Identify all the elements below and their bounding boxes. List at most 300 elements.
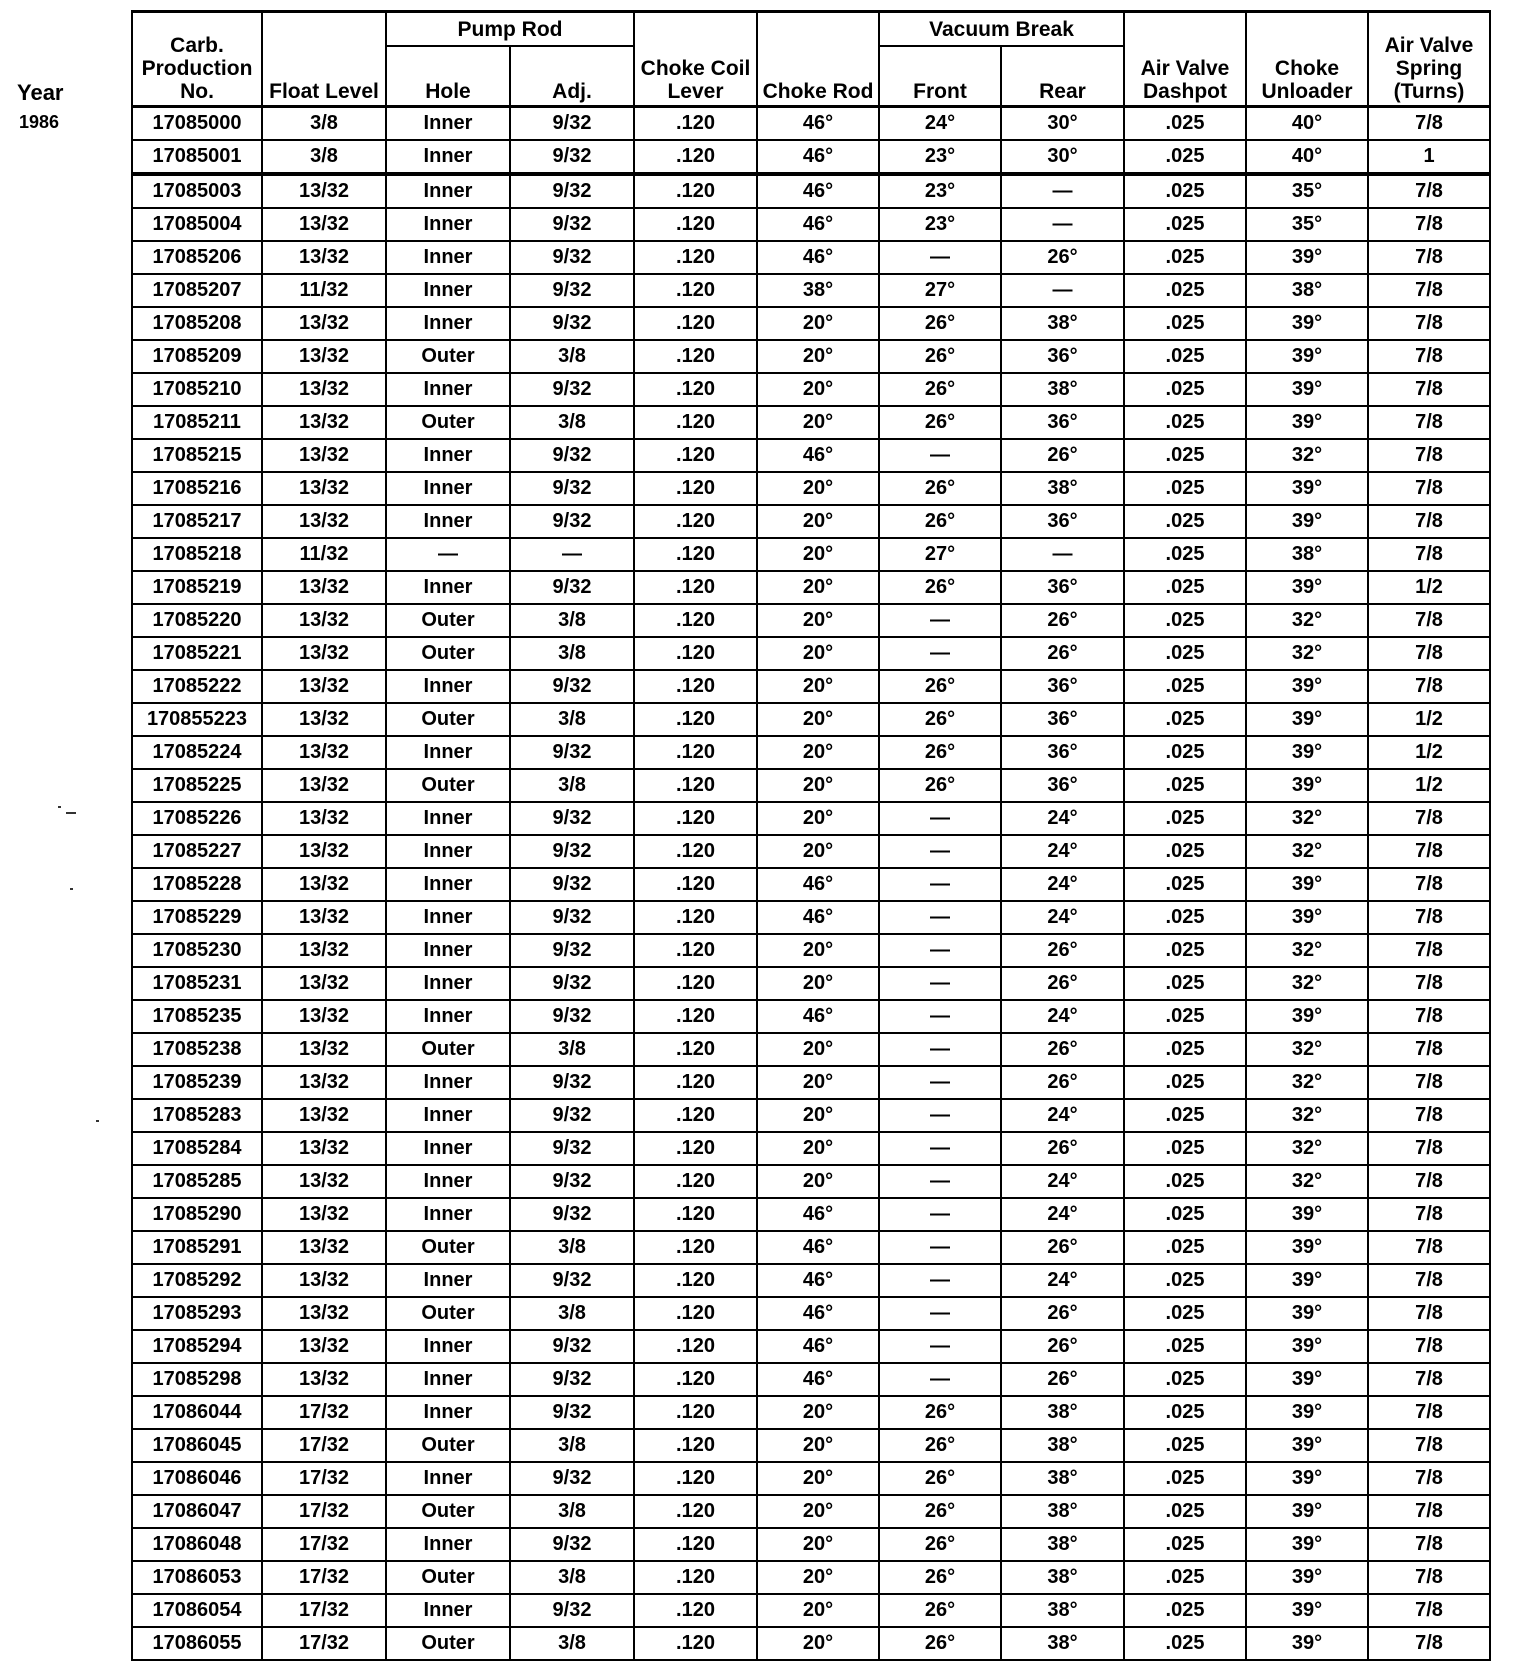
cell-choke-unloader: 35° bbox=[1246, 174, 1368, 208]
cell-pump-rod-adj: 9/32 bbox=[510, 1264, 634, 1297]
cell-choke-unloader: 39° bbox=[1246, 340, 1368, 373]
cell-vacuum-break-front: 26° bbox=[879, 373, 1001, 406]
cell-pump-rod-adj: 3/8 bbox=[510, 1231, 634, 1264]
cell-float-level: 17/32 bbox=[262, 1495, 386, 1528]
cell-air-valve-dashpot: .025 bbox=[1124, 1297, 1246, 1330]
cell-choke-rod: 46° bbox=[757, 107, 879, 141]
cell-air-valve-dashpot: .025 bbox=[1124, 1495, 1246, 1528]
table-row bbox=[132, 274, 1490, 307]
cell-air-valve-spring: 7/8 bbox=[1368, 1429, 1490, 1462]
cell-carb-no: 17085225 bbox=[132, 769, 262, 802]
cell-carb-no: 17085290 bbox=[132, 1198, 262, 1231]
cell-carb-no: 17085238 bbox=[132, 1033, 262, 1066]
cell-choke-unloader: 32° bbox=[1246, 1099, 1368, 1132]
cell-choke-coil-lever: .120 bbox=[634, 1231, 757, 1264]
cell-float-level: 13/32 bbox=[262, 967, 386, 1000]
cell-pump-rod-hole: Inner bbox=[386, 1330, 510, 1363]
cell-choke-coil-lever: .120 bbox=[634, 637, 757, 670]
cell-air-valve-dashpot: .025 bbox=[1124, 1132, 1246, 1165]
cell-choke-coil-lever: .120 bbox=[634, 174, 757, 208]
cell-air-valve-spring: 7/8 bbox=[1368, 1297, 1490, 1330]
table-row bbox=[132, 1330, 1490, 1363]
table-row bbox=[132, 802, 1490, 835]
header-pump-rod: Pump Rod bbox=[386, 12, 634, 47]
cell-vacuum-break-rear: — bbox=[1001, 174, 1124, 208]
cell-air-valve-dashpot: .025 bbox=[1124, 307, 1246, 340]
cell-air-valve-spring: 7/8 bbox=[1368, 241, 1490, 274]
cell-choke-coil-lever: .120 bbox=[634, 1462, 757, 1495]
cell-float-level: 13/32 bbox=[262, 1033, 386, 1066]
cell-choke-coil-lever: .120 bbox=[634, 835, 757, 868]
cell-vacuum-break-front: 26° bbox=[879, 703, 1001, 736]
cell-pump-rod-adj: 3/8 bbox=[510, 340, 634, 373]
cell-choke-rod: 20° bbox=[757, 1132, 879, 1165]
cell-air-valve-spring: 7/8 bbox=[1368, 307, 1490, 340]
cell-vacuum-break-front: 26° bbox=[879, 340, 1001, 373]
cell-vacuum-break-rear: 38° bbox=[1001, 1627, 1124, 1660]
cell-air-valve-dashpot: .025 bbox=[1124, 835, 1246, 868]
table-row bbox=[132, 208, 1490, 241]
cell-pump-rod-adj: 3/8 bbox=[510, 1495, 634, 1528]
cell-air-valve-spring: 7/8 bbox=[1368, 1528, 1490, 1561]
cell-carb-no: 17085293 bbox=[132, 1297, 262, 1330]
cell-vacuum-break-rear: 24° bbox=[1001, 1198, 1124, 1231]
cell-pump-rod-hole: Outer bbox=[386, 1429, 510, 1462]
cell-float-level: 13/32 bbox=[262, 571, 386, 604]
cell-vacuum-break-front: 26° bbox=[879, 1627, 1001, 1660]
cell-air-valve-spring: 7/8 bbox=[1368, 802, 1490, 835]
cell-air-valve-dashpot: .025 bbox=[1124, 670, 1246, 703]
cell-pump-rod-hole: Inner bbox=[386, 274, 510, 307]
cell-choke-unloader: 39° bbox=[1246, 1528, 1368, 1561]
cell-air-valve-spring: 7/8 bbox=[1368, 1231, 1490, 1264]
cell-carb-no: 17085001 bbox=[132, 140, 262, 174]
cell-air-valve-dashpot: .025 bbox=[1124, 1429, 1246, 1462]
cell-float-level: 13/32 bbox=[262, 1363, 386, 1396]
cell-float-level: 13/32 bbox=[262, 373, 386, 406]
cell-pump-rod-hole: Inner bbox=[386, 307, 510, 340]
table-row bbox=[132, 307, 1490, 340]
cell-pump-rod-hole: Inner bbox=[386, 140, 510, 174]
cell-choke-coil-lever: .120 bbox=[634, 472, 757, 505]
cell-choke-coil-lever: .120 bbox=[634, 1297, 757, 1330]
cell-vacuum-break-rear: 38° bbox=[1001, 1396, 1124, 1429]
cell-pump-rod-adj: 9/32 bbox=[510, 373, 634, 406]
cell-choke-rod: 20° bbox=[757, 1462, 879, 1495]
cell-choke-coil-lever: .120 bbox=[634, 1627, 757, 1660]
cell-pump-rod-adj: 9/32 bbox=[510, 241, 634, 274]
table-row bbox=[132, 1396, 1490, 1429]
cell-air-valve-dashpot: .025 bbox=[1124, 208, 1246, 241]
header-rear: Rear bbox=[1001, 46, 1124, 107]
header-adj: Adj. bbox=[510, 46, 634, 107]
cell-carb-no: 17085227 bbox=[132, 835, 262, 868]
cell-float-level: 13/32 bbox=[262, 736, 386, 769]
cell-choke-unloader: 39° bbox=[1246, 1495, 1368, 1528]
cell-pump-rod-adj: 9/32 bbox=[510, 835, 634, 868]
cell-vacuum-break-rear: 38° bbox=[1001, 1495, 1124, 1528]
cell-choke-coil-lever: .120 bbox=[634, 1000, 757, 1033]
table-row bbox=[132, 1198, 1490, 1231]
cell-vacuum-break-front: 24° bbox=[879, 107, 1001, 141]
cell-choke-coil-lever: .120 bbox=[634, 1033, 757, 1066]
cell-float-level: 17/32 bbox=[262, 1594, 386, 1627]
cell-air-valve-spring: 7/8 bbox=[1368, 1165, 1490, 1198]
cell-choke-coil-lever: .120 bbox=[634, 1066, 757, 1099]
cell-vacuum-break-front: — bbox=[879, 1297, 1001, 1330]
cell-pump-rod-hole: Inner bbox=[386, 802, 510, 835]
cell-pump-rod-adj: 9/32 bbox=[510, 1066, 634, 1099]
cell-vacuum-break-rear: 24° bbox=[1001, 835, 1124, 868]
cell-choke-rod: 20° bbox=[757, 307, 879, 340]
table-row bbox=[132, 538, 1490, 571]
cell-choke-coil-lever: .120 bbox=[634, 1429, 757, 1462]
table-row bbox=[132, 1231, 1490, 1264]
cell-pump-rod-adj: 9/32 bbox=[510, 571, 634, 604]
scan-speck bbox=[70, 888, 73, 890]
cell-choke-rod: 46° bbox=[757, 1198, 879, 1231]
cell-choke-rod: 46° bbox=[757, 140, 879, 174]
cell-air-valve-dashpot: .025 bbox=[1124, 1198, 1246, 1231]
cell-pump-rod-adj: 9/32 bbox=[510, 1396, 634, 1429]
cell-pump-rod-adj: 3/8 bbox=[510, 703, 634, 736]
cell-choke-unloader: 39° bbox=[1246, 1264, 1368, 1297]
cell-pump-rod-adj: 9/32 bbox=[510, 505, 634, 538]
cell-air-valve-spring: 7/8 bbox=[1368, 835, 1490, 868]
cell-air-valve-dashpot: .025 bbox=[1124, 1627, 1246, 1660]
cell-choke-rod: 20° bbox=[757, 934, 879, 967]
cell-carb-no: 17085217 bbox=[132, 505, 262, 538]
cell-vacuum-break-rear: 24° bbox=[1001, 1099, 1124, 1132]
header-choke-unloader: Choke Unloader bbox=[1246, 12, 1368, 107]
cell-float-level: 13/32 bbox=[262, 604, 386, 637]
cell-float-level: 3/8 bbox=[262, 107, 386, 141]
cell-carb-no: 17085283 bbox=[132, 1099, 262, 1132]
cell-choke-rod: 46° bbox=[757, 439, 879, 472]
cell-air-valve-spring: 7/8 bbox=[1368, 208, 1490, 241]
cell-air-valve-dashpot: .025 bbox=[1124, 174, 1246, 208]
cell-choke-rod: 20° bbox=[757, 1561, 879, 1594]
cell-air-valve-spring: 7/8 bbox=[1368, 1396, 1490, 1429]
cell-air-valve-dashpot: .025 bbox=[1124, 472, 1246, 505]
cell-choke-coil-lever: .120 bbox=[634, 670, 757, 703]
cell-pump-rod-hole: Outer bbox=[386, 604, 510, 637]
cell-choke-unloader: 32° bbox=[1246, 934, 1368, 967]
cell-float-level: 13/32 bbox=[262, 1132, 386, 1165]
cell-vacuum-break-front: 26° bbox=[879, 1495, 1001, 1528]
cell-vacuum-break-front: — bbox=[879, 1000, 1001, 1033]
cell-air-valve-spring: 7/8 bbox=[1368, 670, 1490, 703]
cell-choke-unloader: 39° bbox=[1246, 406, 1368, 439]
cell-float-level: 13/32 bbox=[262, 934, 386, 967]
cell-choke-rod: 20° bbox=[757, 1627, 879, 1660]
cell-vacuum-break-rear: 26° bbox=[1001, 1231, 1124, 1264]
cell-vacuum-break-front: 26° bbox=[879, 1429, 1001, 1462]
cell-pump-rod-hole: Inner bbox=[386, 1000, 510, 1033]
cell-air-valve-dashpot: .025 bbox=[1124, 1396, 1246, 1429]
cell-float-level: 17/32 bbox=[262, 1528, 386, 1561]
cell-vacuum-break-rear: 26° bbox=[1001, 241, 1124, 274]
cell-air-valve-dashpot: .025 bbox=[1124, 868, 1246, 901]
cell-choke-coil-lever: .120 bbox=[634, 967, 757, 1000]
cell-air-valve-dashpot: .025 bbox=[1124, 274, 1246, 307]
cell-pump-rod-adj: 9/32 bbox=[510, 868, 634, 901]
cell-vacuum-break-front: — bbox=[879, 604, 1001, 637]
year-value: 1986 bbox=[19, 112, 60, 132]
cell-air-valve-spring: 1/2 bbox=[1368, 736, 1490, 769]
cell-choke-coil-lever: .120 bbox=[634, 1594, 757, 1627]
cell-air-valve-spring: 7/8 bbox=[1368, 1594, 1490, 1627]
cell-choke-unloader: 39° bbox=[1246, 769, 1368, 802]
cell-float-level: 13/32 bbox=[262, 1000, 386, 1033]
cell-pump-rod-hole: Inner bbox=[386, 1363, 510, 1396]
cell-pump-rod-hole: Inner bbox=[386, 571, 510, 604]
table-row bbox=[132, 1429, 1490, 1462]
cell-carb-no: 17085224 bbox=[132, 736, 262, 769]
cell-vacuum-break-rear: 38° bbox=[1001, 373, 1124, 406]
cell-choke-rod: 20° bbox=[757, 637, 879, 670]
cell-choke-unloader: 39° bbox=[1246, 307, 1368, 340]
cell-float-level: 17/32 bbox=[262, 1396, 386, 1429]
scan-speck bbox=[58, 806, 61, 808]
cell-carb-no: 17086044 bbox=[132, 1396, 262, 1429]
cell-pump-rod-hole: Outer bbox=[386, 1495, 510, 1528]
table-row bbox=[132, 1495, 1490, 1528]
cell-air-valve-dashpot: .025 bbox=[1124, 406, 1246, 439]
cell-choke-unloader: 32° bbox=[1246, 1165, 1368, 1198]
table-row bbox=[132, 967, 1490, 1000]
cell-air-valve-spring: 7/8 bbox=[1368, 1132, 1490, 1165]
cell-pump-rod-hole: Outer bbox=[386, 637, 510, 670]
cell-choke-rod: 20° bbox=[757, 340, 879, 373]
table-row bbox=[132, 835, 1490, 868]
table-row bbox=[132, 703, 1490, 736]
cell-air-valve-dashpot: .025 bbox=[1124, 1264, 1246, 1297]
cell-vacuum-break-rear: 36° bbox=[1001, 505, 1124, 538]
cell-vacuum-break-rear: 36° bbox=[1001, 406, 1124, 439]
cell-pump-rod-hole: Inner bbox=[386, 1528, 510, 1561]
cell-choke-rod: 38° bbox=[757, 274, 879, 307]
cell-pump-rod-hole: Inner bbox=[386, 1396, 510, 1429]
cell-pump-rod-adj: 3/8 bbox=[510, 406, 634, 439]
cell-air-valve-spring: 7/8 bbox=[1368, 538, 1490, 571]
header-carb-production-no: Carb. Production No. bbox=[132, 12, 262, 107]
cell-air-valve-spring: 7/8 bbox=[1368, 1033, 1490, 1066]
cell-pump-rod-hole: Inner bbox=[386, 174, 510, 208]
table-row bbox=[132, 1594, 1490, 1627]
cell-choke-coil-lever: .120 bbox=[634, 769, 757, 802]
cell-pump-rod-hole: Outer bbox=[386, 1627, 510, 1660]
cell-pump-rod-adj: 9/32 bbox=[510, 1165, 634, 1198]
cell-choke-coil-lever: .120 bbox=[634, 1165, 757, 1198]
table-row bbox=[132, 604, 1490, 637]
carburetor-specifications-table bbox=[131, 10, 1491, 1661]
cell-carb-no: 17085207 bbox=[132, 274, 262, 307]
cell-air-valve-spring: 7/8 bbox=[1368, 1264, 1490, 1297]
cell-vacuum-break-rear: 30° bbox=[1001, 107, 1124, 141]
cell-pump-rod-adj: 9/32 bbox=[510, 1000, 634, 1033]
cell-pump-rod-hole: Inner bbox=[386, 1132, 510, 1165]
cell-choke-unloader: 39° bbox=[1246, 901, 1368, 934]
header-air-valve-spring: Air Valve Spring (Turns) bbox=[1368, 12, 1490, 107]
cell-air-valve-dashpot: .025 bbox=[1124, 1099, 1246, 1132]
cell-pump-rod-hole: Inner bbox=[386, 241, 510, 274]
cell-choke-rod: 20° bbox=[757, 802, 879, 835]
cell-choke-rod: 46° bbox=[757, 1297, 879, 1330]
cell-choke-unloader: 39° bbox=[1246, 1561, 1368, 1594]
cell-pump-rod-adj: 3/8 bbox=[510, 637, 634, 670]
cell-vacuum-break-front: 26° bbox=[879, 1561, 1001, 1594]
cell-air-valve-dashpot: .025 bbox=[1124, 1066, 1246, 1099]
cell-vacuum-break-rear: 24° bbox=[1001, 1165, 1124, 1198]
cell-air-valve-dashpot: .025 bbox=[1124, 140, 1246, 174]
cell-pump-rod-adj: — bbox=[510, 538, 634, 571]
cell-carb-no: 17085294 bbox=[132, 1330, 262, 1363]
cell-air-valve-dashpot: .025 bbox=[1124, 769, 1246, 802]
cell-carb-no: 17086046 bbox=[132, 1462, 262, 1495]
cell-air-valve-dashpot: .025 bbox=[1124, 241, 1246, 274]
table-row bbox=[132, 1099, 1490, 1132]
cell-choke-rod: 46° bbox=[757, 1363, 879, 1396]
cell-choke-rod: 46° bbox=[757, 1000, 879, 1033]
cell-pump-rod-hole: Outer bbox=[386, 769, 510, 802]
cell-pump-rod-hole: Inner bbox=[386, 736, 510, 769]
cell-choke-coil-lever: .120 bbox=[634, 505, 757, 538]
cell-air-valve-dashpot: .025 bbox=[1124, 1594, 1246, 1627]
cell-choke-coil-lever: .120 bbox=[634, 1528, 757, 1561]
cell-carb-no: 17085285 bbox=[132, 1165, 262, 1198]
cell-air-valve-spring: 7/8 bbox=[1368, 1000, 1490, 1033]
cell-choke-unloader: 32° bbox=[1246, 1132, 1368, 1165]
cell-pump-rod-adj: 9/32 bbox=[510, 174, 634, 208]
cell-air-valve-spring: 7/8 bbox=[1368, 868, 1490, 901]
cell-choke-coil-lever: .120 bbox=[634, 1198, 757, 1231]
table-row bbox=[132, 1363, 1490, 1396]
cell-choke-coil-lever: .120 bbox=[634, 340, 757, 373]
cell-choke-unloader: 40° bbox=[1246, 107, 1368, 141]
cell-choke-coil-lever: .120 bbox=[634, 1495, 757, 1528]
cell-float-level: 17/32 bbox=[262, 1561, 386, 1594]
cell-vacuum-break-rear: 26° bbox=[1001, 637, 1124, 670]
cell-vacuum-break-rear: 26° bbox=[1001, 1033, 1124, 1066]
cell-carb-no: 17086047 bbox=[132, 1495, 262, 1528]
cell-air-valve-dashpot: .025 bbox=[1124, 340, 1246, 373]
cell-pump-rod-adj: 9/32 bbox=[510, 307, 634, 340]
cell-air-valve-spring: 7/8 bbox=[1368, 340, 1490, 373]
cell-vacuum-break-front: — bbox=[879, 1363, 1001, 1396]
table-row bbox=[132, 1462, 1490, 1495]
cell-air-valve-dashpot: .025 bbox=[1124, 736, 1246, 769]
cell-carb-no: 17085000 bbox=[132, 107, 262, 141]
cell-float-level: 11/32 bbox=[262, 538, 386, 571]
cell-float-level: 13/32 bbox=[262, 307, 386, 340]
cell-vacuum-break-front: 26° bbox=[879, 505, 1001, 538]
header-hole: Hole bbox=[386, 46, 510, 107]
table-row bbox=[132, 1561, 1490, 1594]
cell-pump-rod-hole: Inner bbox=[386, 1198, 510, 1231]
cell-choke-coil-lever: .120 bbox=[634, 1363, 757, 1396]
cell-carb-no: 17085231 bbox=[132, 967, 262, 1000]
cell-air-valve-dashpot: .025 bbox=[1124, 1033, 1246, 1066]
cell-pump-rod-hole: Outer bbox=[386, 1561, 510, 1594]
cell-choke-unloader: 38° bbox=[1246, 274, 1368, 307]
cell-choke-unloader: 39° bbox=[1246, 1330, 1368, 1363]
cell-choke-rod: 46° bbox=[757, 1264, 879, 1297]
cell-air-valve-dashpot: .025 bbox=[1124, 1231, 1246, 1264]
cell-air-valve-spring: 7/8 bbox=[1368, 107, 1490, 141]
cell-float-level: 11/32 bbox=[262, 274, 386, 307]
table-row bbox=[132, 868, 1490, 901]
cell-choke-unloader: 32° bbox=[1246, 604, 1368, 637]
cell-choke-rod: 46° bbox=[757, 208, 879, 241]
cell-vacuum-break-rear: 26° bbox=[1001, 439, 1124, 472]
cell-vacuum-break-rear: 26° bbox=[1001, 1297, 1124, 1330]
cell-carb-no: 17085211 bbox=[132, 406, 262, 439]
cell-choke-coil-lever: .120 bbox=[634, 140, 757, 174]
cell-float-level: 13/32 bbox=[262, 1099, 386, 1132]
cell-pump-rod-adj: 9/32 bbox=[510, 967, 634, 1000]
cell-choke-unloader: 32° bbox=[1246, 802, 1368, 835]
cell-choke-rod: 46° bbox=[757, 1231, 879, 1264]
cell-vacuum-break-rear: 26° bbox=[1001, 1132, 1124, 1165]
cell-carb-no: 17085003 bbox=[132, 174, 262, 208]
table-body bbox=[132, 107, 1490, 1661]
cell-carb-no: 17085215 bbox=[132, 439, 262, 472]
cell-vacuum-break-front: 26° bbox=[879, 670, 1001, 703]
cell-vacuum-break-front: — bbox=[879, 901, 1001, 934]
cell-pump-rod-adj: 9/32 bbox=[510, 1462, 634, 1495]
cell-choke-coil-lever: .120 bbox=[634, 1396, 757, 1429]
cell-air-valve-dashpot: .025 bbox=[1124, 703, 1246, 736]
cell-choke-coil-lever: .120 bbox=[634, 373, 757, 406]
cell-pump-rod-hole: Outer bbox=[386, 340, 510, 373]
cell-float-level: 13/32 bbox=[262, 1231, 386, 1264]
cell-choke-unloader: 39° bbox=[1246, 868, 1368, 901]
cell-vacuum-break-front: 27° bbox=[879, 538, 1001, 571]
cell-air-valve-spring: 7/8 bbox=[1368, 505, 1490, 538]
cell-choke-coil-lever: .120 bbox=[634, 802, 757, 835]
cell-pump-rod-hole: Inner bbox=[386, 208, 510, 241]
cell-vacuum-break-rear: 24° bbox=[1001, 868, 1124, 901]
cell-vacuum-break-rear: 38° bbox=[1001, 307, 1124, 340]
header-choke-rod: Choke Rod bbox=[757, 12, 879, 107]
cell-pump-rod-adj: 9/32 bbox=[510, 274, 634, 307]
cell-choke-rod: 46° bbox=[757, 174, 879, 208]
cell-vacuum-break-front: 23° bbox=[879, 140, 1001, 174]
cell-carb-no: 17086045 bbox=[132, 1429, 262, 1462]
cell-choke-rod: 20° bbox=[757, 604, 879, 637]
cell-pump-rod-adj: 3/8 bbox=[510, 604, 634, 637]
cell-pump-rod-hole: Inner bbox=[386, 439, 510, 472]
cell-carb-no: 17085291 bbox=[132, 1231, 262, 1264]
cell-pump-rod-hole: Inner bbox=[386, 901, 510, 934]
cell-choke-coil-lever: .120 bbox=[634, 1264, 757, 1297]
cell-carb-no: 17085298 bbox=[132, 1363, 262, 1396]
cell-float-level: 13/32 bbox=[262, 1330, 386, 1363]
cell-choke-rod: 46° bbox=[757, 1330, 879, 1363]
cell-vacuum-break-rear: 24° bbox=[1001, 802, 1124, 835]
cell-vacuum-break-front: 26° bbox=[879, 406, 1001, 439]
cell-pump-rod-adj: 9/32 bbox=[510, 107, 634, 141]
cell-vacuum-break-rear: 38° bbox=[1001, 1594, 1124, 1627]
cell-float-level: 13/32 bbox=[262, 835, 386, 868]
cell-choke-unloader: 39° bbox=[1246, 1627, 1368, 1660]
cell-pump-rod-adj: 9/32 bbox=[510, 439, 634, 472]
cell-choke-rod: 20° bbox=[757, 1594, 879, 1627]
cell-air-valve-spring: 7/8 bbox=[1368, 604, 1490, 637]
cell-vacuum-break-front: 26° bbox=[879, 769, 1001, 802]
cell-choke-rod: 20° bbox=[757, 967, 879, 1000]
